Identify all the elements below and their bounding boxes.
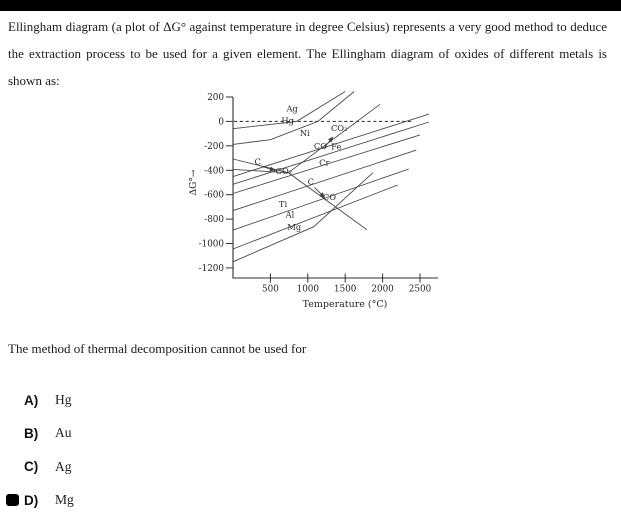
x-tick-label: 500 — [262, 284, 279, 295]
option-text: Hg — [55, 392, 72, 407]
option-text: Ag — [55, 458, 72, 474]
option-row-mg[interactable] — [24, 490, 74, 510]
x-axis-title: Temperature (°C) — [302, 299, 388, 310]
options-list — [24, 390, 274, 510]
option-text: Mg — [55, 492, 74, 508]
question-text: The method of thermal decomposition cannot be used for — [8, 341, 307, 356]
y-tick-label: 200 — [207, 93, 224, 103]
option-row-au[interactable] — [24, 423, 72, 443]
top-black-bar — [0, 0, 621, 11]
plot-label-Ti: Ti — [278, 198, 288, 209]
oxide-line-CO→CO₂ — [288, 104, 380, 172]
x-tick-label: 2000 — [371, 284, 394, 295]
plot-label-Fe: Fe — [331, 141, 342, 152]
y-tick-label: -200 — [204, 141, 224, 152]
plot-label-C: C — [254, 156, 261, 167]
selected-answer-marker — [6, 494, 19, 506]
oxide-line-Al — [233, 185, 398, 249]
plot-label-Cr: Cr — [319, 157, 330, 168]
option-letter: C) — [24, 459, 39, 475]
plot-label-Ni: Ni — [299, 128, 310, 139]
oxide-line-Mg — [233, 173, 373, 262]
plot-label-Hg: Hg — [281, 115, 294, 126]
y-axis-title: ΔG°→ — [189, 169, 199, 196]
plot-label-C: C — [307, 176, 314, 187]
plot-label-Al: Al — [285, 209, 295, 220]
option-row-ag[interactable] — [24, 457, 72, 477]
option-letter: D) — [24, 492, 39, 508]
plot-label-CO₂: CO₂ — [275, 166, 293, 177]
option-letter: B) — [24, 425, 39, 441]
y-tick-label: 0 — [218, 117, 224, 128]
y-tick-label: -800 — [204, 215, 224, 226]
x-tick-label: 1500 — [334, 284, 357, 295]
plot-label-CO₂: CO₂ — [330, 123, 348, 134]
y-tick-label: -400 — [204, 166, 224, 177]
oxide-line-C→CO — [233, 159, 367, 233]
ellingham-diagram-content — [189, 92, 438, 311]
ellingham-diagram — [150, 85, 480, 335]
option-row-hg[interactable] — [24, 390, 72, 410]
y-tick-label: -600 — [204, 190, 224, 201]
plot-label-CO: CO — [322, 192, 337, 203]
x-tick-label: 2500 — [408, 284, 432, 295]
y-tick-label: -1200 — [198, 263, 224, 274]
intro-paragraph: Ellingham diagram (a plot of ΔG° against temperature in degree Celsius) represents a very good method to deduce the extraction process to be used for a given element. The Ellingham diagram of oxides of different metals is shown as: — [8, 19, 607, 88]
x-tick-label: 1000 — [296, 284, 319, 295]
y-tick-label: -1000 — [198, 239, 224, 250]
option-letter: A) — [24, 392, 39, 408]
option-text: Au — [55, 425, 72, 441]
plot-label-Mg: Mg — [287, 222, 302, 233]
plot-label-Ag: Ag — [286, 103, 298, 114]
oxide-line-Ti — [233, 169, 409, 233]
plot-label-CO: CO — [313, 140, 328, 151]
